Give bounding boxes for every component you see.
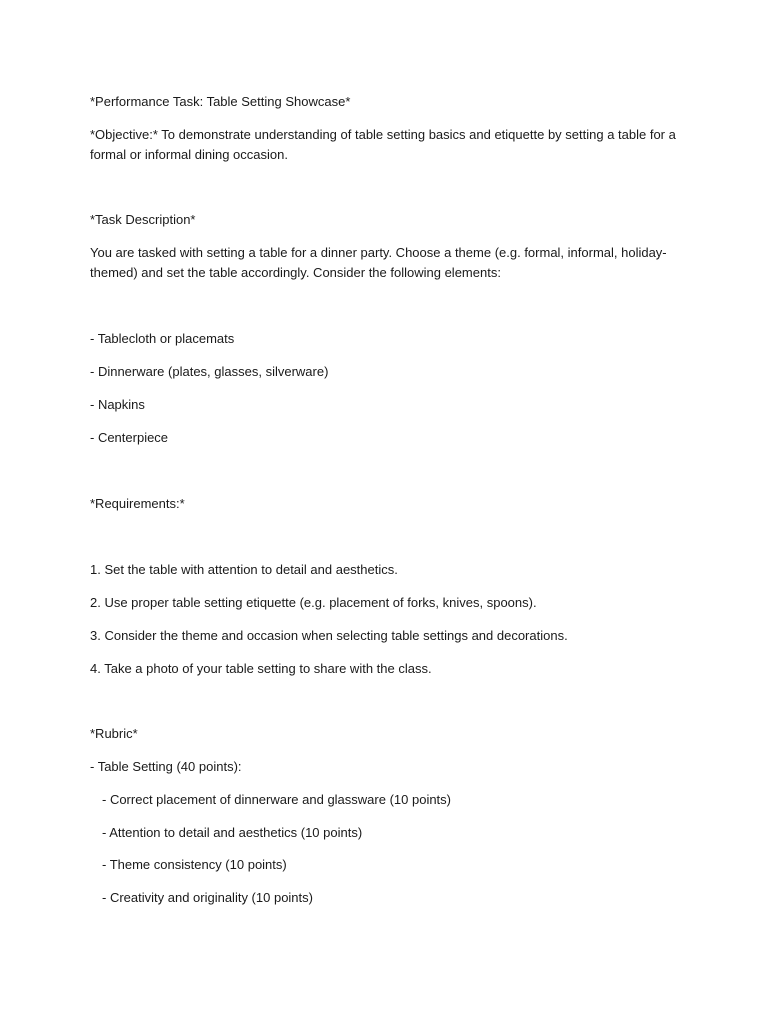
- element-item: - Centerpiece: [90, 430, 169, 445]
- requirement-item: 1. Set the table with attention to detail and aesthetics.: [90, 562, 398, 577]
- rubric-subitem: - Correct placement of dinnerware and glassware (10 points): [102, 792, 452, 807]
- rubric-heading: *Rubric*: [90, 726, 138, 741]
- task-description-heading: *Task Description*: [90, 212, 196, 227]
- requirement-item: 2. Use proper table setting etiquette (e.g. placement of forks, knives, spoons).: [90, 595, 537, 610]
- task-description-line-2: themed) and set the table accordingly. Consider the following elements:: [90, 265, 501, 280]
- document-title: *Performance Task: Table Setting Showcase*: [90, 94, 351, 109]
- objective-line-2: formal or informal dining occasion.: [90, 147, 288, 162]
- requirement-item: 3. Consider the theme and occasion when selecting table settings and decorations.: [90, 628, 568, 643]
- requirements-heading: *Requirements:*: [90, 496, 185, 511]
- objective-line-1: *Objective:* To demonstrate understanding of table setting basics and etiquette by setting a table for a: [90, 127, 676, 142]
- element-item: - Dinnerware (plates, glasses, silverware): [90, 364, 329, 379]
- rubric-item: - Table Setting (40 points):: [90, 759, 242, 774]
- task-description-line-1: You are tasked with setting a table for a dinner party. Choose a theme (e.g. formal, informal, holiday-: [90, 245, 667, 260]
- requirement-item: 4. Take a photo of your table setting to share with the class.: [90, 661, 432, 676]
- rubric-subitem: - Attention to detail and aesthetics (10 points): [102, 825, 363, 840]
- element-item: - Napkins: [90, 397, 145, 412]
- element-item: - Tablecloth or placemats: [90, 331, 235, 346]
- rubric-subitem: - Creativity and originality (10 points): [102, 890, 313, 905]
- rubric-subitem: - Theme consistency (10 points): [102, 857, 287, 872]
